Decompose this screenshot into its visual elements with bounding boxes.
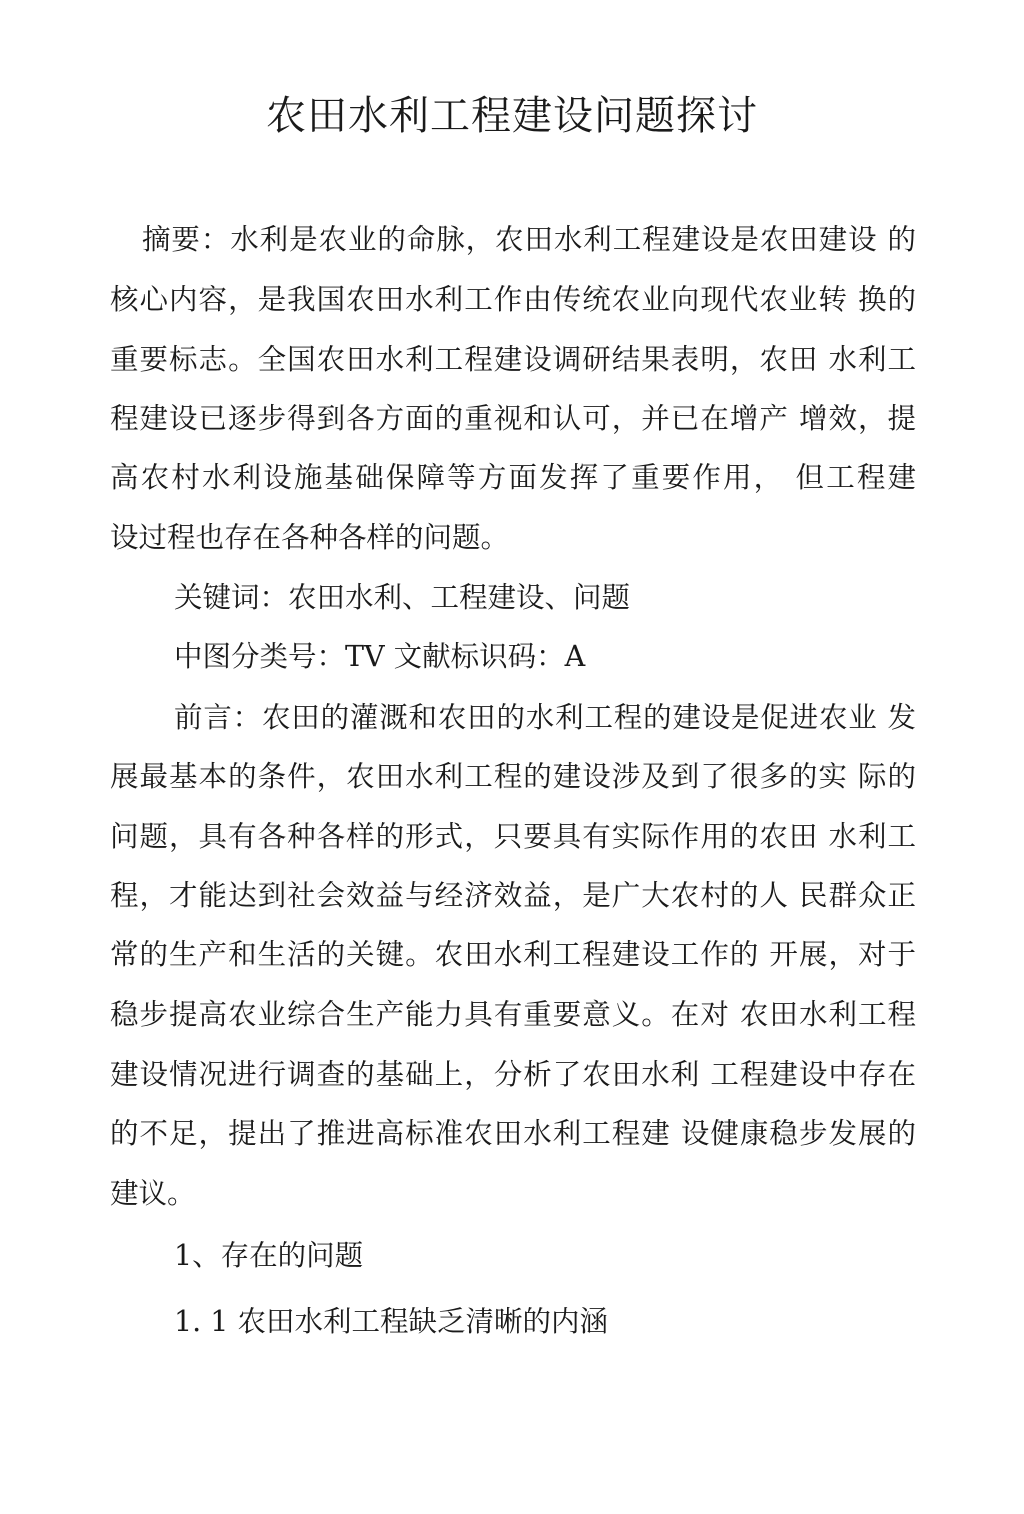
abstract-line-6: 设过程也存在各种各样的问题。 (110, 521, 510, 554)
preface-line-1: 前言：农田的灌溉和农田的水利工程的建设是促进农业 发 (174, 701, 916, 734)
document-title: 农田水利工程建设问题探讨 (266, 93, 758, 139)
preface-line-7: 建设情况进行调查的基础上，分析了农田水利 工程建设中存在 (110, 1058, 916, 1091)
preface-line-2: 展最基本的条件，农田水利工程的建设涉及到了很多的实 际的 (110, 760, 916, 793)
preface-line-3: 问题，具有各种各样的形式，只要具有实际作用的农田 水利工 (110, 820, 916, 853)
section-heading-1-1: 1. 1 农田水利工程缺乏清晰的内涵 (174, 1305, 608, 1338)
preface-line-6: 稳步提高农业综合生产能力具有重要意义。在对 农田水利工程 (110, 998, 916, 1031)
preface-line-9: 建议。 (110, 1177, 196, 1210)
keywords-line: 关键词：农田水利、工程建设、问题 (174, 581, 631, 614)
abstract-line-1: 摘要：水利是农业的命脉，农田水利工程建设是农田建设 的 (142, 223, 916, 256)
abstract-line-4: 程建设已逐步得到各方面的重视和认可，并已在增产 增效，提 (110, 402, 916, 435)
classification-line: 中图分类号：TV 文献标识码：A (174, 640, 586, 673)
preface-line-8: 的不足，提出了推进高标准农田水利工程建 设健康稳步发展的 (110, 1117, 916, 1150)
abstract-line-5: 高农村水利设施基础保障等方面发挥了重要作用， 但工程建 (110, 461, 916, 494)
section-heading-1: 1、存在的问题 (174, 1239, 364, 1272)
abstract-line-2: 核心内容，是我国农田水利工作由传统农业向现代农业转 换的 (110, 283, 916, 316)
preface-line-4: 程，才能达到社会效益与经济效益，是广大农村的人 民群众正 (110, 879, 916, 912)
abstract-line-3: 重要标志。全国农田水利工程建设调研结果表明，农田 水利工 (110, 343, 916, 376)
preface-line-5: 常的生产和生活的关键。农田水利工程建设工作的 开展，对于 (110, 938, 916, 971)
